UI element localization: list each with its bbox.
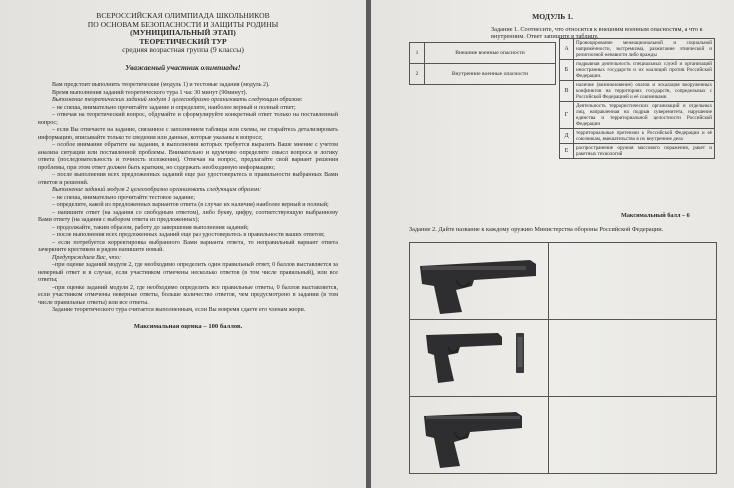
- paragraph: Время выполнения заданий теоретического тура 1 час 30 минут (90минут).: [52, 89, 248, 96]
- weapon-image-cell: [410, 243, 549, 320]
- table-row: [560, 102, 715, 129]
- task2-intro: Задание 2. Дайте название к каждому оружию Министерства обороны Российской Федерации.: [409, 226, 664, 233]
- threat-text: распространение оружия массового поражения, ракет и ракетных технологий: [574, 144, 715, 159]
- weapon-answer-cell[interactable]: [549, 397, 717, 474]
- module-title: МОДУЛЬ 1.: [532, 12, 573, 21]
- paragraph: – не спеша, внимательно прочитайте задание и определите, наиболее верный и полный ответ;: [52, 104, 296, 111]
- row-letter: В: [560, 81, 574, 102]
- instructions: [38, 82, 338, 330]
- table-row: [410, 64, 556, 85]
- pistol-with-magazine-icon: [412, 323, 546, 393]
- table-row: [410, 320, 717, 397]
- pistol-icon: [412, 246, 546, 316]
- max-score: Максимальная оценка – 100 баллов.: [133, 322, 243, 330]
- weapon-image-cell: [410, 397, 549, 474]
- paragraph: Вам предстоит выполнить теоретические (модуль 1) и тестовые задания (модуль 2).: [52, 82, 270, 88]
- task1-intro: Задание 1. Соотнесите, что относится к внешним военным опасностям, а что к внутренним. Ответ запишите в таблицу.: [491, 26, 703, 41]
- paragraph: – если потребуется корректировка выбранного Вами варианта ответа, то неправильный вариант ответа зачеркните крестиком и рядом напишите новый.: [38, 239, 338, 253]
- table-row: [560, 39, 715, 60]
- table-row: [560, 81, 715, 102]
- header-line: средняя возрастная группа (9 классы): [122, 45, 244, 55]
- threat-text: территориальные претензии к Российской Федерации и её союзникам, вмешательство в их внутренние дела: [574, 129, 715, 144]
- row-letter: Г: [560, 102, 574, 129]
- weapon-image-cell: [410, 320, 549, 397]
- paragraph: – отвечая на теоретический вопрос, обдумайте и сформулируйте конкретный ответ только на поставленный вопрос;: [38, 112, 338, 126]
- category-label: Внутренние военные опасности: [425, 64, 556, 85]
- threat-text: наличие (возникновение) очагов и эскалация вооруженных конфликтов на территориях государств, сопредельных с Российской Федерацией и её союзниками: [574, 81, 715, 102]
- paragraph: – напишите ответ (на задания со свободным ответом), либо букву, цифру, соответствующую выбранному Вами ответу (на задания с выбором ответа из предложенных);: [38, 209, 338, 223]
- table-row: [560, 60, 715, 81]
- header-line: ВСЕРОССИЙСКАЯ ОЛИМПИАДА ШКОЛЬНИКОВ: [96, 11, 270, 20]
- task1-max-score: Максимальный балл – 6: [621, 212, 690, 219]
- weapons-table: [409, 242, 717, 474]
- table-row: [410, 243, 717, 320]
- threat-text: Провоцирование межнациональной и социальной напряжённости, экстремизма, разжигание этнической и религиозной ненависти либо вражды: [574, 39, 715, 60]
- paragraph: Выполнение теоретических заданий модуля 1 целесообразно организовать следующим образом:: [52, 97, 303, 103]
- paragraph: Предупреждаем Вас, что:: [52, 254, 122, 261]
- table-row: [560, 129, 715, 144]
- paragraph: – если Вы отвечаете на задание, связанное с заполнением таблицы или схемы, не старайтесь детализировать информацию, вписывайте только те сведения или данные, которые указаны в вопросе;: [38, 127, 338, 141]
- paragraph: – после выполнения всех предложенных заданий еще раз удостоверьтесь в правильности ваших ответов;: [52, 232, 325, 238]
- paragraph: – определите, какой из предложенных вариантов ответа (в случае их наличия) наиболее верный и полный;: [52, 202, 329, 208]
- task1-left-table: [409, 42, 556, 85]
- weapon-answer-cell[interactable]: [549, 320, 717, 397]
- weapon-answer-cell[interactable]: [549, 243, 717, 320]
- table-row: [410, 43, 556, 64]
- header-line: (МУНИЦИПАЛЬНЫЙ ЭТАП): [130, 28, 236, 38]
- row-number: 1: [410, 43, 425, 64]
- paragraph: – не спеша, внимательно прочитайте тестовое задание;: [52, 194, 195, 201]
- row-letter: Д: [560, 129, 574, 144]
- paragraph: –при оценке заданий модуля 2, где необходимо определить все правильные ответы, 0 баллов выставляется, если участником отмечены неверные ответы, больше количество ответов, чем предусмотрено в задании (в том числе правильные ответы) или все ответы.: [38, 284, 338, 306]
- paragraph: – особое внимание обратите на задания, в выполнении которых требуется выразить Ваше мнение с учетом анализа ситуации или поставленной проблемы. Внимательно и вдумчиво определите смысл вопроса и логику ответа (последовательность и точность изложения). Отвечая на вопрос, предлагайте свой вариант решения проблемы, при этом ответ должен быть кратким, но содержать необходимую информацию;: [38, 142, 338, 171]
- pistol-icon: [412, 400, 546, 470]
- header-line: ПО ОСНОВАМ БЕЗОПАСНОСТИ И ЗАЩИТЫ РОДИНЫ: [87, 19, 279, 29]
- table-row: [410, 397, 717, 474]
- row-number: 2: [410, 64, 425, 85]
- header-line: ТЕОРЕТИЧЕСКИЙ ТУР: [139, 36, 227, 46]
- table-row: [560, 144, 715, 159]
- paragraph: Задание теоретического тура считается выполненным, если Вы вовремя сдаете его членам жюри.: [52, 307, 306, 313]
- category-label: Внешние военные опасности: [425, 43, 556, 64]
- right-page: [371, 0, 734, 488]
- row-letter: Б: [560, 60, 574, 81]
- threat-text: Деятельность террористических организаций и отдельных лиц, направленная на подрыв суверенитета, нарушение единства и территориальной целостности Российской Федерации: [574, 102, 715, 129]
- paragraph: – после выполнения всех предложенных заданий еще раз удостоверьтесь в правильности выбранных Вами ответов и решений.: [38, 172, 338, 186]
- row-letter: А: [560, 39, 574, 60]
- left-page: [0, 0, 366, 488]
- olympiad-header: [0, 12, 366, 55]
- paragraph: Выполнение заданий модуля 2 целесообразно организовать следующим образом:: [52, 187, 262, 193]
- task1-right-table: [559, 38, 715, 159]
- paragraph: – продолжайте, таким образом, работу до завершения выполнения заданий;: [52, 224, 249, 231]
- greeting: Уважаемый участник олимпиады!: [125, 62, 241, 72]
- row-letter: Е: [560, 144, 574, 159]
- paragraph: –при оценке заданий модуля 2, где необходимо определить один правильный ответ, 0 баллов выставляется за неверный ответ и в случае, если участником отмечены несколько ответов (в том числе правильный), или все ответы;: [38, 262, 338, 283]
- threat-text: подрывная деятельность специальных служб и организаций иностранных государств и их коалиций против Российской Федерации.: [574, 60, 715, 81]
